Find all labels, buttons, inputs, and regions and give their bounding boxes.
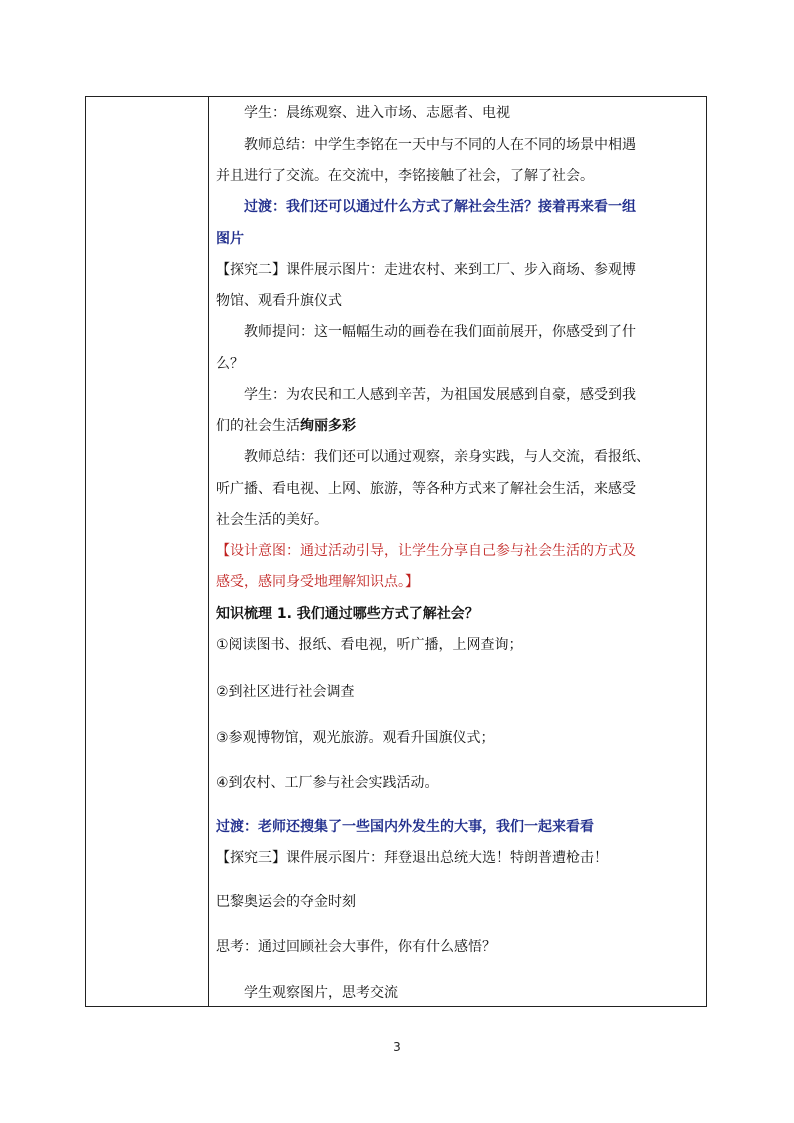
text-line: 学生：为农民和工人感到辛苦，为祖国发展感到自豪，感受到我: [244, 387, 636, 403]
design-intent-line: 【设计意图：通过活动引导，让学生分享自己参与社会生活的方式及: [216, 543, 636, 559]
text-line: 【探究三】课件展示图片：拜登退出总统大选！特朗普遭枪击！: [216, 850, 608, 866]
page-number: 3: [393, 1040, 401, 1054]
transition-line: 过渡：我们还可以通过什么方式了解社会生活？接着再来看一组: [244, 199, 636, 215]
text-line: 【探究二】课件展示图片：走进农村、来到工厂、步入商场、参观博: [216, 262, 636, 278]
text-line: [216, 416, 356, 436]
text-line: 教师总结：我们还可以通过观察，亲身实践，与人交流，看报纸、: [244, 449, 650, 465]
lesson-plan-table: [85, 96, 707, 1007]
text-line: 思考：通过回顾社会大事件，你有什么感悟？: [216, 939, 496, 955]
knowledge-item: ③参观博物馆，观光旅游。观看升国旗仪式；: [216, 730, 495, 746]
transition-line: 图片: [216, 231, 244, 247]
text-line: 物馆、观看升旗仪式: [216, 293, 342, 309]
text-line: 巴黎奥运会的夺金时刻: [216, 894, 356, 910]
text-line: 学生：晨练观察、进入市场、志愿者、电视: [244, 105, 510, 121]
text-span: 们的社会生活: [216, 418, 300, 434]
text-line: 教师提问：这一幅幅生动的画卷在我们面前展开，你感受到了什: [244, 324, 636, 340]
text-line: 么？: [216, 356, 244, 372]
knowledge-item: ②到社区进行社会调查: [216, 684, 355, 700]
text-line: 听广播、看电视、上网、旅游，等各种方式来了解社会生活，来感受: [216, 481, 636, 497]
column-divider: [208, 97, 209, 1006]
transition-line: 过渡：老师还搜集了一些国内外发生的大事，我们一起来看看: [216, 819, 594, 835]
design-intent-line: 感受，感同身受地理解知识点。】: [216, 574, 419, 590]
emphasis-span: 绚丽多彩: [300, 418, 356, 434]
text-line: 教师总结：中学生李铭在一天中与不同的人在不同的场景中相遇: [244, 137, 636, 153]
text-line: 并且进行了交流。在交流中，李铭接触了社会，了解了社会。: [216, 168, 594, 184]
knowledge-item: ④到农村、工厂参与社会实践活动。: [216, 775, 439, 791]
text-line: 社会生活的美好。: [216, 512, 328, 528]
text-line: 学生观察图片，思考交流: [244, 985, 398, 1001]
knowledge-heading: 知识梳理 1. 我们通过哪些方式了解社会？: [216, 606, 479, 622]
knowledge-item: ①阅读图书、报纸、看电视，听广播，上网查询；: [216, 637, 523, 653]
